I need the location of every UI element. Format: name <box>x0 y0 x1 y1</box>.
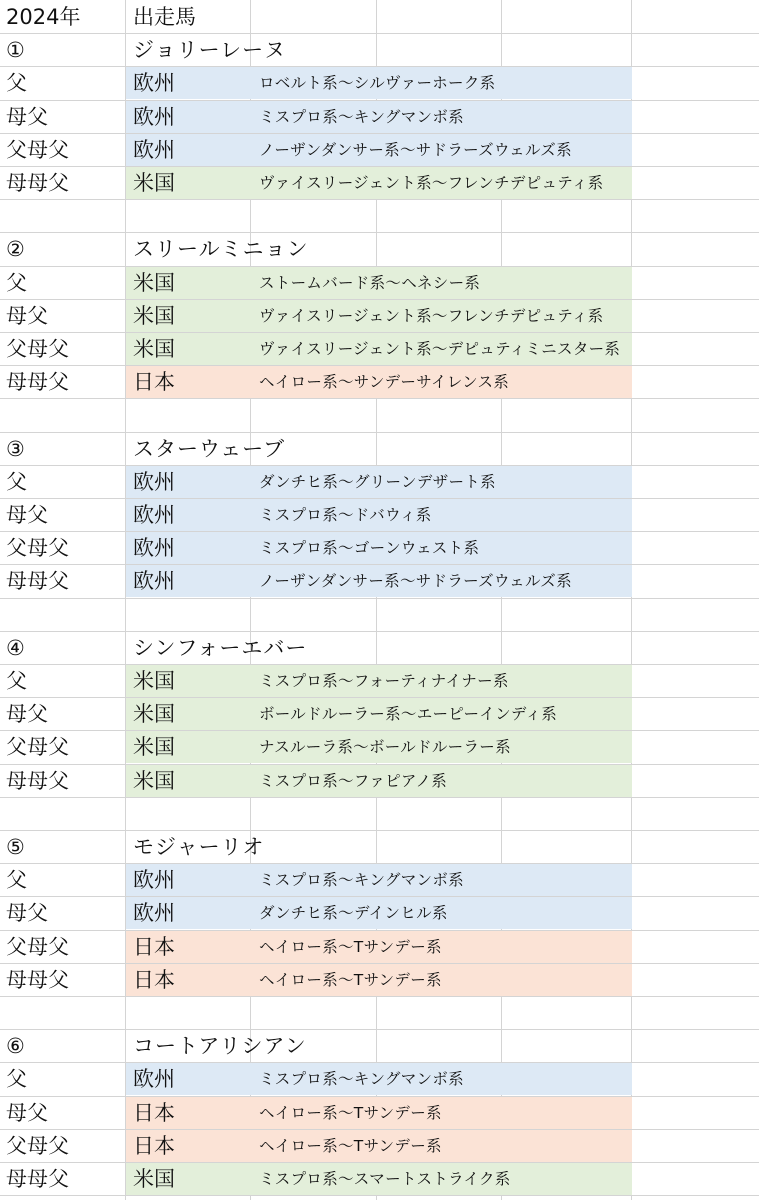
region-cell[interactable]: 日本 <box>133 370 175 394</box>
region-cell[interactable]: 米国 <box>133 271 175 295</box>
sire-line-cell[interactable]: ミスプロ系～フォーティナイナー系 <box>259 672 509 690</box>
horse-number-cell[interactable]: ⑥ <box>6 1034 25 1058</box>
region-cell[interactable]: 欧州 <box>133 868 175 892</box>
row-gridline <box>0 830 759 831</box>
header-title-cell[interactable]: 出走馬 <box>133 5 196 29</box>
sire-line-cell[interactable]: ミスプロ系～キングマンボ系 <box>259 871 464 889</box>
region-cell[interactable]: 日本 <box>133 1101 175 1125</box>
pedigree-role-cell[interactable]: 父母父 <box>6 536 69 560</box>
region-cell[interactable]: 米国 <box>133 735 175 759</box>
pedigree-role-cell[interactable]: 母父 <box>6 901 48 925</box>
region-cell[interactable]: 米国 <box>133 337 175 361</box>
pedigree-role-cell[interactable]: 父 <box>6 470 27 494</box>
horse-name-cell[interactable]: スターウェーブ <box>133 437 286 461</box>
region-cell[interactable]: 欧州 <box>133 901 175 925</box>
horse-name-cell[interactable]: モジャーリオ <box>133 835 265 859</box>
region-cell[interactable]: 欧州 <box>133 138 175 162</box>
horse-number-cell[interactable]: ④ <box>6 636 25 660</box>
row-gridline <box>0 598 759 599</box>
region-cell[interactable]: 欧州 <box>133 71 175 95</box>
sire-line-cell[interactable]: ヘイロー系～Tサンデー系 <box>259 1104 442 1122</box>
pedigree-role-cell[interactable]: 父母父 <box>6 735 69 759</box>
pedigree-role-cell[interactable]: 母父 <box>6 105 48 129</box>
row-gridline <box>0 432 759 433</box>
pedigree-role-cell[interactable]: 父母父 <box>6 1134 69 1158</box>
pedigree-role-cell[interactable]: 母母父 <box>6 1167 69 1191</box>
region-cell[interactable]: 欧州 <box>133 1067 175 1091</box>
horse-number-cell[interactable]: ② <box>6 237 25 261</box>
sire-line-cell[interactable]: ストームバード系～ヘネシー系 <box>259 274 481 292</box>
horse-name-cell[interactable]: コートアリシアン <box>133 1034 307 1058</box>
region-cell[interactable]: 米国 <box>133 769 175 793</box>
pedigree-role-cell[interactable]: 母母父 <box>6 370 69 394</box>
region-cell[interactable]: 日本 <box>133 1134 175 1158</box>
pedigree-role-cell[interactable]: 父母父 <box>6 935 69 959</box>
pedigree-role-cell[interactable]: 父 <box>6 1067 27 1091</box>
sire-line-cell[interactable]: ミスプロ系～スマートストライク系 <box>259 1170 511 1188</box>
sire-line-cell[interactable]: ヴァイスリージェント系～フレンチデピュティ系 <box>259 174 604 192</box>
pedigree-role-cell[interactable]: 父 <box>6 71 27 95</box>
sire-line-cell[interactable]: ミスプロ系～ファピアノ系 <box>259 772 448 790</box>
region-cell[interactable]: 欧州 <box>133 470 175 494</box>
sire-line-cell[interactable]: ヴァイスリージェント系～デピュティミニスター系 <box>259 340 621 358</box>
sire-line-cell[interactable]: ヴァイスリージェント系～フレンチデピュティ系 <box>259 307 604 325</box>
sire-line-cell[interactable]: ミスプロ系～キングマンボ系 <box>259 1070 464 1088</box>
pedigree-role-cell[interactable]: 父 <box>6 271 27 295</box>
pedigree-role-cell[interactable]: 母母父 <box>6 769 69 793</box>
pedigree-role-cell[interactable]: 母母父 <box>6 569 69 593</box>
horse-number-cell[interactable]: ⑤ <box>6 835 25 859</box>
sire-line-cell[interactable]: ヘイロー系～Tサンデー系 <box>259 938 442 956</box>
sire-line-cell[interactable]: ダンチヒ系～デインヒル系 <box>259 904 448 922</box>
region-cell[interactable]: 米国 <box>133 702 175 726</box>
pedigree-role-cell[interactable]: 母父 <box>6 304 48 328</box>
pedigree-role-cell[interactable]: 父母父 <box>6 337 69 361</box>
horse-number-cell[interactable]: ③ <box>6 437 25 461</box>
sire-line-cell[interactable]: ミスプロ系～キングマンボ系 <box>259 108 464 126</box>
horse-name-cell[interactable]: ジョリーレーヌ <box>133 38 287 62</box>
row-gridline <box>0 1029 759 1030</box>
region-cell[interactable]: 米国 <box>133 171 175 195</box>
pedigree-role-cell[interactable]: 母父 <box>6 1101 48 1125</box>
sire-line-cell[interactable]: ヘイロー系～サンデーサイレンス系 <box>259 373 510 391</box>
sire-line-cell[interactable]: ナスルーラ系～ボールドルーラー系 <box>259 738 511 756</box>
sire-line-cell[interactable]: ノーザンダンサー系～サドラーズウェルズ系 <box>259 572 572 590</box>
sire-line-cell[interactable]: ヘイロー系～Tサンデー系 <box>259 1137 442 1155</box>
sire-line-cell[interactable]: ノーザンダンサー系～サドラーズウェルズ系 <box>259 141 572 159</box>
horse-name-cell[interactable]: シンフォーエバー <box>133 636 308 660</box>
region-cell[interactable]: 米国 <box>133 1167 175 1191</box>
pedigree-role-cell[interactable]: 母母父 <box>6 968 69 992</box>
row-gridline <box>0 631 759 632</box>
region-cell[interactable]: 欧州 <box>133 536 175 560</box>
region-cell[interactable]: 米国 <box>133 304 175 328</box>
sire-line-cell[interactable]: ミスプロ系～ドバウィ系 <box>259 506 432 524</box>
sire-line-cell[interactable]: ボールドルーラー系～エーピーインディ系 <box>259 705 558 723</box>
region-cell[interactable]: 欧州 <box>133 569 175 593</box>
region-cell[interactable]: 米国 <box>133 669 175 693</box>
sire-line-cell[interactable]: ヘイロー系～Tサンデー系 <box>259 971 442 989</box>
row-gridline <box>0 232 759 233</box>
region-cell[interactable]: 欧州 <box>133 503 175 527</box>
row-gridline <box>0 33 759 34</box>
region-cell[interactable]: 日本 <box>133 935 175 959</box>
year-cell[interactable]: 2024年 <box>6 5 81 29</box>
pedigree-role-cell[interactable]: 母母父 <box>6 171 69 195</box>
pedigree-role-cell[interactable]: 母父 <box>6 503 48 527</box>
pedigree-role-cell[interactable]: 父 <box>6 669 27 693</box>
pedigree-role-cell[interactable]: 父母父 <box>6 138 69 162</box>
region-cell[interactable]: 欧州 <box>133 105 175 129</box>
sire-line-cell[interactable]: ロベルト系～シルヴァーホーク系 <box>259 74 496 92</box>
horse-name-cell[interactable]: スリールミニョン <box>133 237 309 261</box>
region-cell[interactable]: 日本 <box>133 968 175 992</box>
pedigree-role-cell[interactable]: 母父 <box>6 702 48 726</box>
horse-number-cell[interactable]: ① <box>6 38 25 62</box>
pedigree-role-cell[interactable]: 父 <box>6 868 27 892</box>
sire-line-cell[interactable]: ミスプロ系～ゴーンウェスト系 <box>259 539 480 557</box>
sire-line-cell[interactable]: ダンチヒ系～グリーンデザート系 <box>259 473 496 491</box>
